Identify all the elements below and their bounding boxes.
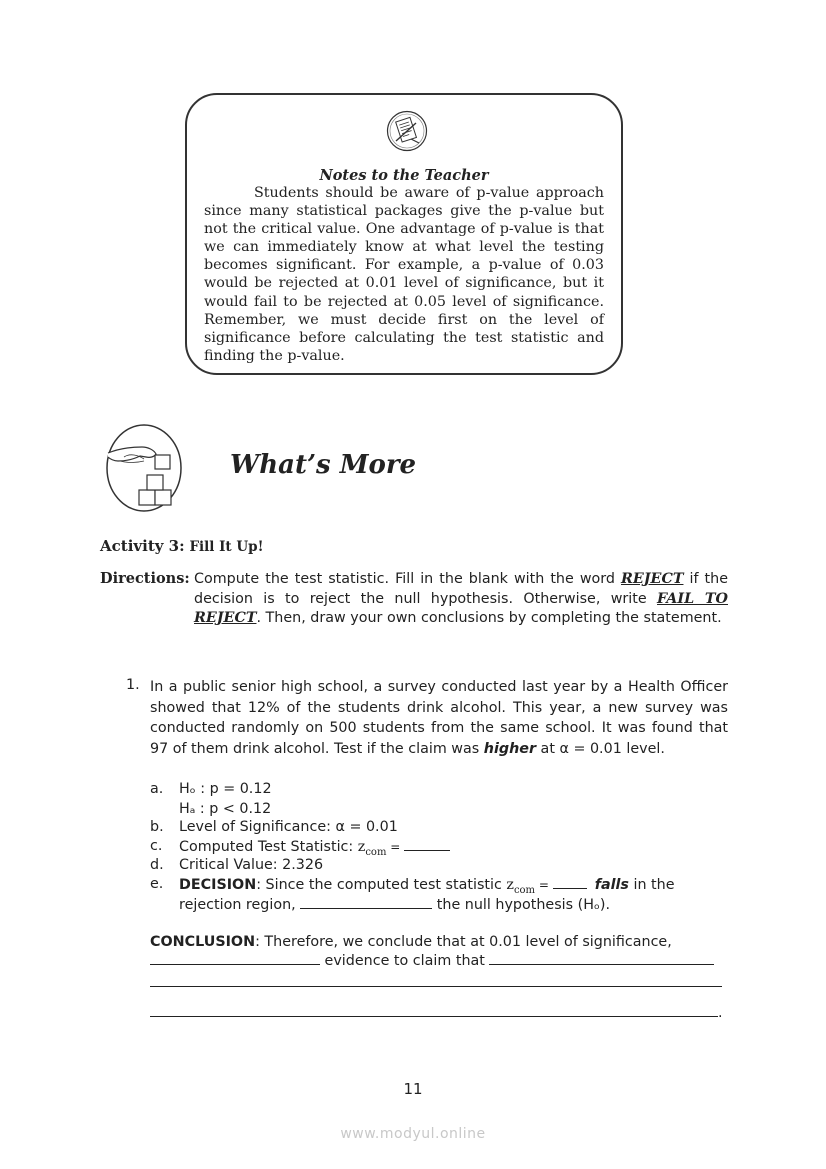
step-b-significance: b. Level of Significance: α = 0.01 [150, 819, 398, 835]
alternative-hypothesis: Hₐ : p < 0.12 [179, 801, 272, 817]
notes-title: Notes to the Teacher [319, 167, 489, 184]
reject-word: REJECT [621, 571, 684, 587]
page-number: 11 [403, 1080, 423, 1098]
notes-to-teacher-box [185, 93, 623, 375]
higher-word: higher [483, 740, 537, 757]
decision-label: DECISION [179, 877, 257, 893]
hand-stacking-blocks-icon [104, 423, 186, 513]
fail-to-reject-word: FAIL TO REJECT [194, 590, 728, 626]
item-problem-text: In a public senior high school, a survey conducted last year by a Health Officer showed that 12% of the students drink alcohol. This year, a new survey was conducted randomly on 500 students from the same school. It was found that 97 of them drink alcohol. Test if the claim was higher at α = 0.01 level. [150, 679, 728, 757]
conclusion-blank-2[interactable] [489, 952, 714, 965]
section-title: What’s More [230, 450, 417, 480]
activity-heading [100, 537, 264, 555]
conclusion-label: CONCLUSION [150, 934, 256, 950]
notes-body: Students should be aware of p-value approach since many statistical packages give the p-value but not the critical value. One advantage of p-value is that we can immediately know at what level the testing becomes significant. For example, a p-value of 0.03 would be rejected at 0.01 level of significance, but it would fail to be rejected at 0.05 level of significance. Remember, we must decide first on the level of significance before calculating the test statistic and finding the p-value. [204, 185, 604, 364]
conclusion-line-1[interactable] [150, 985, 722, 987]
item-number: 1. [126, 677, 140, 693]
watermark: www.modyul.online [340, 1126, 486, 1142]
null-hypothesis: Hₒ : p = 0.12 [179, 781, 272, 797]
step-e-decision: e. DECISION: Since the computed test statistic $z_{com}$ = falls in the rejection region, the null hypothesis (Hₒ). [150, 876, 675, 913]
notes-icon [386, 110, 428, 152]
conclusion-blank-1[interactable] [150, 952, 320, 965]
step-a-hypotheses: a. Hₒ : p = 0.12 Hₐ : p < 0.12 [150, 781, 272, 817]
step-c-test-statistic: c. Computed Test Statistic: $z_{com}$ = [150, 838, 550, 858]
conclusion-line-2[interactable] [150, 1004, 718, 1017]
decision-blank[interactable] [300, 896, 432, 909]
zcom-blank[interactable] [404, 838, 450, 851]
decision-zcom-blank[interactable] [553, 876, 587, 889]
directions-text: Compute the test statistic. Fill in the blank with the word REJECT if the decision is to reject the null hypothesis. Otherwise, write FAIL TO REJECT. Then, draw your own conclusions by completing the statement. [194, 571, 729, 626]
step-d-critical-value: d. Critical Value: 2.326 [150, 857, 324, 873]
activity-name: Fill It Up! [189, 539, 264, 555]
conclusion-block: CONCLUSION: Therefore, we conclude that at 0.01 level of significance, evidence to claim that . [150, 934, 723, 1022]
activity-label: Activity 3: [100, 537, 185, 555]
directions-label: Directions: [100, 570, 190, 587]
